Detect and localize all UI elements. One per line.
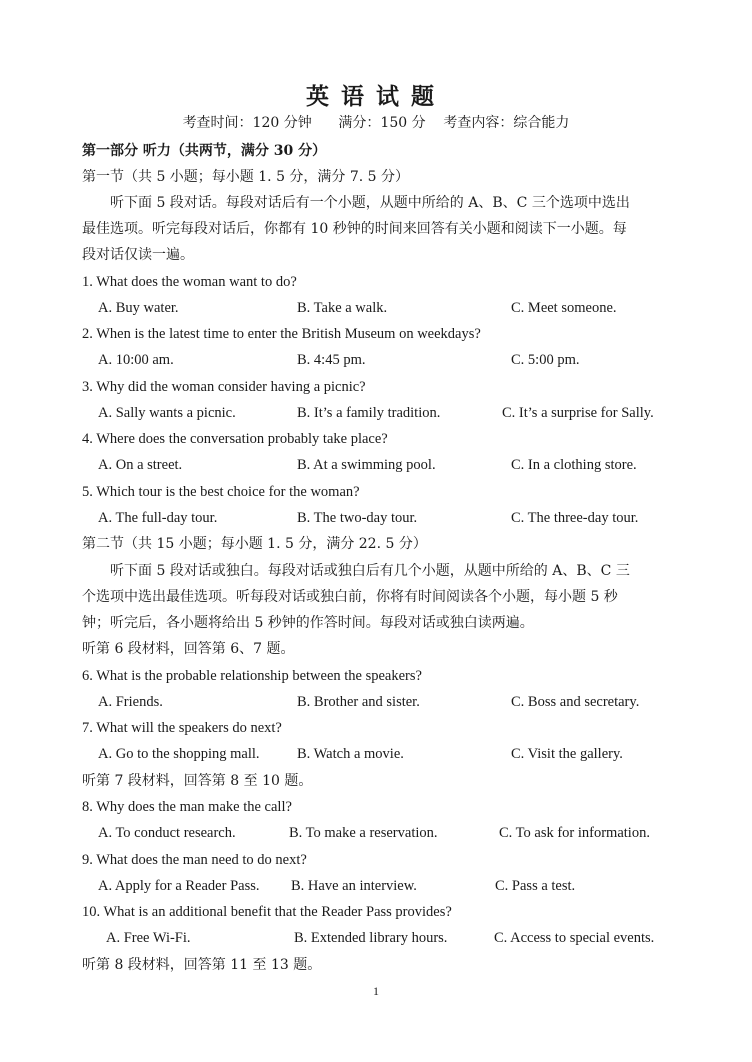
question-text: 5. Which tour is the best choice for the woman? — [82, 484, 360, 500]
option-a: A. The full-day tour. — [98, 510, 218, 526]
option-c: C. It’s a surprise for Sally. — [502, 405, 654, 421]
part1-header: 第一部分 听力（共两节，满分 30 分） — [82, 143, 327, 159]
option-c: C. Meet someone. — [511, 300, 617, 316]
question-text: 8. Why does the man make the call? — [82, 799, 292, 815]
section2-instructions-line: 个选项中选出最佳选项。听每段对话或独白前，你将有时间阅读各个小题，每小题 5 秒 — [82, 589, 618, 605]
option-b: B. Take a walk. — [297, 300, 388, 316]
material-heading: 听第 6 段材料，回答第 6、7 题。 — [82, 641, 295, 657]
option-b: B. Extended library hours. — [294, 930, 448, 946]
option-b: B. Have an interview. — [291, 878, 417, 894]
section1-header: 第一节（共 5 小题；每小题 1. 5 分，满分 7. 5 分） — [82, 169, 410, 185]
material-heading: 听第 7 段材料，回答第 8 至 10 题。 — [82, 773, 313, 789]
option-b: B. To make a reservation. — [289, 825, 438, 841]
option-c: C. The three-day tour. — [511, 510, 639, 526]
option-a: A. 10:00 am. — [98, 352, 174, 368]
option-b: B. The two-day tour. — [297, 510, 418, 526]
option-c: C. Boss and secretary. — [511, 694, 640, 710]
option-b: B. Brother and sister. — [297, 694, 420, 710]
material-heading: 听第 8 段材料，回答第 11 至 13 题。 — [82, 957, 322, 973]
question-text: 3. Why did the woman consider having a picnic? — [82, 379, 366, 395]
option-a: A. Go to the shopping mall. — [98, 746, 260, 762]
option-b: B. 4:45 pm. — [297, 352, 366, 368]
option-b: B. At a swimming pool. — [297, 457, 436, 473]
page-title: 英语试题 — [306, 83, 446, 110]
section1-instructions-line: 最佳选项。听完每段对话后，你都有 10 秒钟的时间来回答有关小题和阅读下一小题。每 — [82, 221, 627, 237]
option-c: C. Visit the gallery. — [511, 746, 623, 762]
exam-info: 考查时间：120 分钟 满分：150 分 考查内容：综合能力 — [182, 115, 570, 131]
option-c: C. To ask for information. — [499, 825, 650, 841]
option-c: C. In a clothing store. — [511, 457, 637, 473]
question-text: 10. What is an additional benefit that the Reader Pass provides? — [82, 904, 452, 920]
page-number: 1 — [373, 984, 379, 998]
option-a: A. To conduct research. — [98, 825, 236, 841]
question-text: 9. What does the man need to do next? — [82, 852, 307, 868]
option-a: A. Friends. — [98, 694, 163, 710]
section2-instructions-line: 钟；听完后，各小题将给出 5 秒钟的作答时间。每段对话或独白读两遍。 — [82, 615, 534, 631]
question-text: 1. What does the woman want to do? — [82, 274, 297, 290]
option-a: A. On a street. — [98, 457, 183, 473]
question-text: 4. Where does the conversation probably take place? — [82, 431, 388, 447]
option-b: B. Watch a movie. — [297, 746, 404, 762]
section2-header: 第二节（共 15 小题；每小题 1. 5 分，满分 22. 5 分） — [82, 536, 427, 552]
option-c: C. Access to special events. — [494, 930, 655, 946]
option-a: A. Free Wi-Fi. — [106, 930, 191, 946]
option-b: B. It’s a family tradition. — [297, 405, 441, 421]
question-text: 7. What will the speakers do next? — [82, 720, 282, 736]
section1-instructions-line: 段对话仅读一遍。 — [82, 247, 194, 263]
option-c: C. Pass a test. — [495, 878, 576, 894]
option-a: A. Apply for a Reader Pass. — [98, 878, 260, 894]
section2-instructions-line: 听下面 5 段对话或独白。每段对话或独白后有几个小题，从题中所给的 A、B、C 三 — [110, 563, 630, 579]
option-a: A. Sally wants a picnic. — [98, 405, 236, 421]
option-a: A. Buy water. — [98, 300, 179, 316]
question-text: 2. When is the latest time to enter the British Museum on weekdays? — [82, 326, 481, 342]
question-text: 6. What is the probable relationship between the speakers? — [82, 668, 422, 684]
section1-instructions-line: 听下面 5 段对话。每段对话后有一个小题，从题中所给的 A、B、C 三个选项中选出 — [110, 195, 630, 211]
option-c: C. 5:00 pm. — [511, 352, 580, 368]
